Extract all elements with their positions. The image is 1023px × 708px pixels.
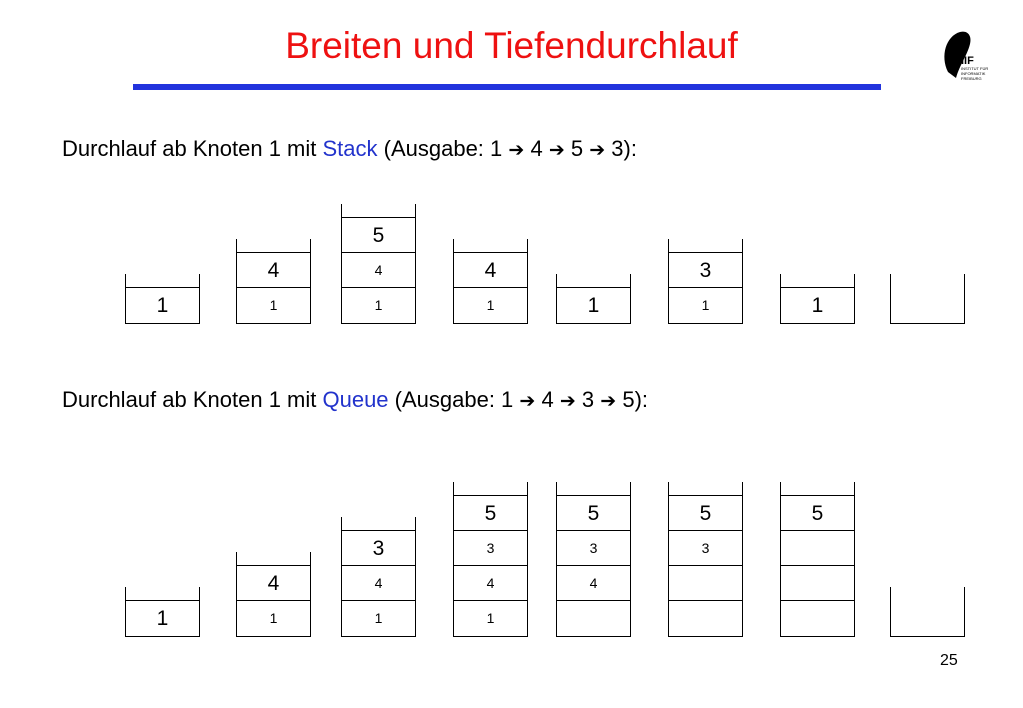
logo-line-3: FREIBURG — [961, 76, 982, 81]
container-floor — [341, 323, 416, 324]
cell-separator — [781, 565, 854, 566]
queue-cell — [557, 496, 630, 531]
stack-container — [125, 274, 200, 324]
cell-separator — [125, 600, 200, 601]
cell-value: 1 — [701, 297, 710, 313]
cell-value: 3 — [699, 259, 712, 282]
container-floor — [556, 323, 631, 324]
stack-container — [341, 204, 416, 324]
container-floor — [341, 636, 416, 637]
queue-cell — [342, 531, 415, 566]
arrow-icon: ➔ — [548, 139, 565, 161]
cell-value: 4 — [486, 575, 495, 591]
cell-value: 3 — [589, 540, 598, 556]
queue-cell — [342, 601, 415, 636]
cell-value: 4 — [374, 262, 383, 278]
cell-separator — [454, 600, 527, 601]
queue-cell — [781, 566, 854, 601]
queue-cell — [781, 496, 854, 531]
queue-cell — [454, 496, 527, 531]
container-floor — [236, 636, 311, 637]
cell-separator — [556, 495, 631, 496]
cell-separator — [454, 530, 527, 531]
stack-heading-close: ): — [623, 136, 637, 161]
cell-separator — [237, 287, 310, 288]
queue-cell — [454, 566, 527, 601]
arrow-icon: ➔ — [508, 139, 525, 161]
container-floor — [453, 636, 528, 637]
cell-value: 4 — [374, 575, 383, 591]
queue-container — [780, 482, 855, 637]
stack-container — [780, 274, 855, 324]
cell-separator — [669, 565, 742, 566]
stack-container — [668, 239, 743, 324]
stack-cell — [454, 253, 527, 288]
cell-separator — [453, 495, 528, 496]
container-floor — [125, 636, 200, 637]
cell-value: 4 — [589, 575, 598, 591]
container-floor — [556, 636, 631, 637]
cell-value: 1 — [587, 294, 600, 317]
queue-seq-1: 4 — [541, 387, 554, 412]
queue-container — [125, 587, 200, 637]
cell-value: 4 — [267, 572, 280, 595]
cell-value: 5 — [484, 502, 497, 525]
cell-separator — [237, 600, 310, 601]
queue-cell — [557, 566, 630, 601]
queue-container — [668, 482, 743, 637]
arrow-icon: ➔ — [519, 390, 536, 412]
cell-value: 3 — [701, 540, 710, 556]
stack-container — [890, 274, 965, 324]
container-wall — [854, 482, 855, 637]
stack-heading-prefix: Durchlauf ab Knoten 1 mit — [62, 136, 323, 161]
stack-cell — [342, 218, 415, 253]
cell-separator — [342, 252, 415, 253]
cell-separator — [453, 252, 528, 253]
stack-cell — [342, 253, 415, 288]
cell-value: 1 — [374, 610, 383, 626]
queue-cell — [557, 531, 630, 566]
queue-cell — [557, 601, 630, 636]
queue-heading — [62, 387, 648, 414]
queue-cell — [781, 601, 854, 636]
cell-value: 1 — [156, 294, 169, 317]
container-floor — [668, 636, 743, 637]
stack-cell — [342, 288, 415, 323]
stack-cell — [454, 288, 527, 323]
arrow-icon: ➔ — [589, 139, 606, 161]
cell-separator — [781, 530, 854, 531]
cell-value: 1 — [156, 607, 169, 630]
cell-value: 1 — [486, 610, 495, 626]
cell-value: 5 — [699, 502, 712, 525]
stack-cell — [237, 253, 310, 288]
queue-heading-close: ): — [634, 387, 649, 412]
cell-value: 3 — [486, 540, 495, 556]
container-wall — [964, 274, 965, 324]
cell-separator — [668, 252, 743, 253]
queue-cell — [342, 566, 415, 601]
queue-seq-2: 3 — [581, 387, 595, 412]
cell-separator — [236, 252, 311, 253]
queue-cell — [454, 601, 527, 636]
cell-separator — [669, 600, 742, 601]
stack-heading-open: (Ausgabe: 1 — [377, 136, 509, 161]
cell-separator — [125, 287, 200, 288]
container-floor — [780, 636, 855, 637]
stack-seq-3: 3 — [611, 136, 624, 161]
container-wall — [199, 274, 200, 324]
logo-line-2: INFORMATIK — [961, 71, 986, 76]
slide-title: Breiten und Tiefendurchlauf — [285, 25, 738, 66]
cell-value: 1 — [486, 297, 495, 313]
stack-keyword: Stack — [322, 136, 378, 161]
queue-container — [556, 482, 631, 637]
cell-value: 5 — [372, 224, 385, 247]
cell-value: 1 — [811, 294, 824, 317]
logo-line-1: INSTITUT FÜR — [961, 66, 989, 71]
container-wall — [415, 204, 416, 324]
cell-value: 1 — [269, 297, 278, 313]
cell-separator — [557, 565, 630, 566]
container-floor — [668, 323, 743, 324]
container-wall — [527, 482, 528, 637]
cell-separator — [342, 600, 415, 601]
iif-logo — [934, 26, 994, 86]
cell-separator — [781, 600, 854, 601]
cell-separator — [780, 495, 855, 496]
cell-value: 3 — [372, 537, 385, 560]
stack-container — [453, 239, 528, 324]
container-floor — [890, 323, 965, 324]
container-wall — [890, 274, 891, 324]
stack-heading — [62, 136, 637, 163]
stack-cell — [669, 288, 742, 323]
arrow-icon: ➔ — [600, 390, 617, 412]
cell-separator — [557, 600, 630, 601]
container-floor — [780, 323, 855, 324]
queue-container — [236, 552, 311, 637]
queue-cell — [126, 601, 199, 636]
container-wall — [964, 587, 965, 637]
container-wall — [199, 587, 200, 637]
container-floor — [125, 323, 200, 324]
container-wall — [854, 274, 855, 324]
container-floor — [453, 323, 528, 324]
cell-value: 4 — [484, 259, 497, 282]
stack-cell — [557, 288, 630, 323]
cell-separator — [454, 565, 527, 566]
queue-container — [890, 587, 965, 637]
cell-separator — [780, 287, 855, 288]
container-wall — [630, 482, 631, 637]
stack-container — [556, 274, 631, 324]
queue-cell — [237, 601, 310, 636]
queue-container — [341, 517, 416, 637]
queue-cell — [669, 566, 742, 601]
cell-separator — [454, 287, 527, 288]
cell-value: 5 — [587, 502, 600, 525]
container-floor — [236, 323, 311, 324]
page-number: 25 — [940, 652, 958, 669]
cell-value: 1 — [269, 610, 278, 626]
stack-cell — [237, 288, 310, 323]
container-floor — [890, 636, 965, 637]
stack-cell — [126, 288, 199, 323]
queue-cell — [669, 601, 742, 636]
logo-letters: IIF — [961, 55, 974, 67]
container-wall — [415, 517, 416, 637]
queue-cell — [781, 531, 854, 566]
cell-value: 4 — [267, 259, 280, 282]
queue-heading-prefix: Durchlauf ab Knoten 1 mit — [62, 387, 323, 412]
cell-separator — [669, 287, 742, 288]
queue-cell — [669, 496, 742, 531]
container-wall — [630, 274, 631, 324]
cell-separator — [557, 530, 630, 531]
cell-separator — [342, 565, 415, 566]
stack-container — [236, 239, 311, 324]
cell-value: 5 — [811, 502, 824, 525]
cell-separator — [668, 495, 743, 496]
cell-separator — [236, 565, 311, 566]
queue-heading-open: (Ausgabe: 1 — [388, 387, 520, 412]
stack-cell — [781, 288, 854, 323]
queue-cell — [454, 531, 527, 566]
cell-separator — [669, 530, 742, 531]
container-wall — [890, 587, 891, 637]
queue-cell — [669, 531, 742, 566]
cell-value: 1 — [374, 297, 383, 313]
stack-seq-2: 5 — [570, 136, 584, 161]
queue-keyword: Queue — [322, 387, 389, 412]
container-wall — [742, 482, 743, 637]
cell-separator — [556, 287, 631, 288]
stack-seq-1: 4 — [530, 136, 543, 161]
cell-separator — [341, 530, 416, 531]
queue-container — [453, 482, 528, 637]
arrow-icon: ➔ — [559, 390, 576, 412]
cell-separator — [341, 217, 416, 218]
stack-cell — [669, 253, 742, 288]
queue-seq-3: 5 — [622, 387, 635, 412]
queue-cell — [237, 566, 310, 601]
title-underline — [133, 84, 881, 90]
cell-separator — [342, 287, 415, 288]
